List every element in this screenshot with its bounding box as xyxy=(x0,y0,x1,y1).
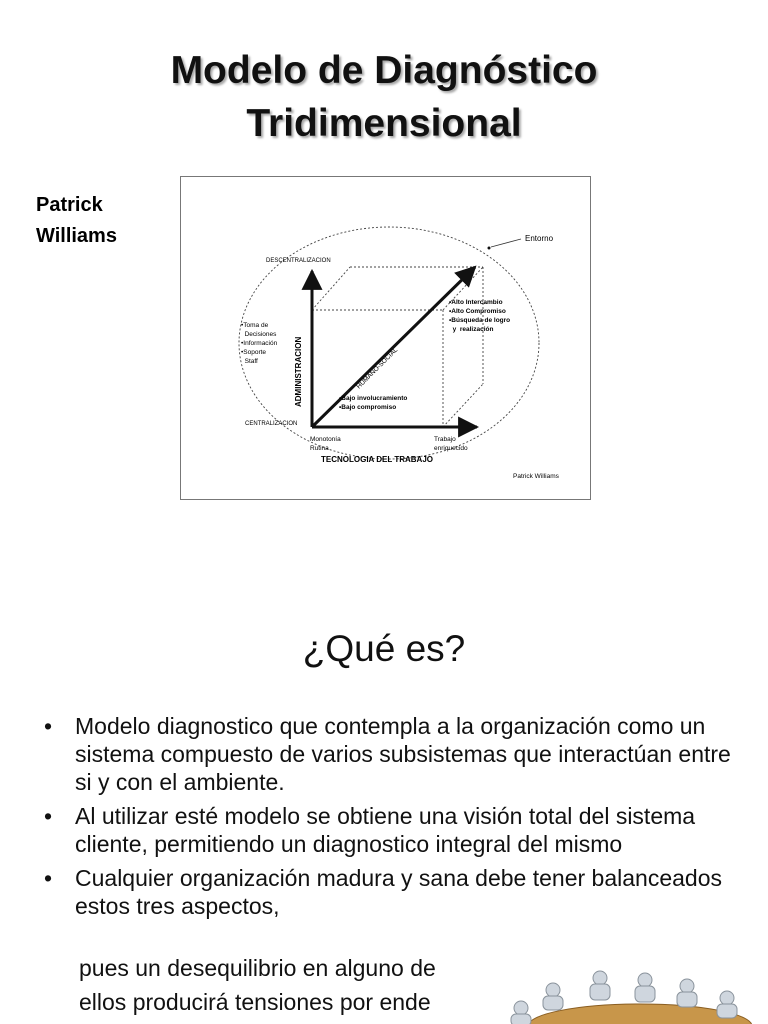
bullet-item xyxy=(44,802,744,858)
slide-title xyxy=(0,44,768,150)
person-head xyxy=(514,1001,528,1015)
person-body xyxy=(543,996,563,1010)
person-head xyxy=(546,983,560,997)
bullet-dot: • xyxy=(44,865,53,891)
rutina-label: Rutina xyxy=(310,445,329,452)
bullet-text: Modelo diagnostico que contempla a la organización como un sistema compuesto de varios subsistemas que interactúan entre si y con el ambiente. xyxy=(75,713,731,795)
entorno-pointer xyxy=(491,239,521,247)
person-body xyxy=(511,1014,531,1024)
section-heading: ¿Qué es? xyxy=(302,628,466,669)
high-note: •Alto Intercambio xyxy=(449,299,503,306)
left-note: •Toma de xyxy=(241,322,269,329)
bullet-item xyxy=(44,864,744,920)
low-note: •Bajo involucramiento xyxy=(339,395,408,402)
person-head xyxy=(593,971,607,985)
author-last-name: Williams xyxy=(36,225,117,247)
bullet-item xyxy=(44,712,744,796)
high-note: •Búsqueda de logro xyxy=(449,317,511,324)
person-body xyxy=(717,1004,737,1018)
low-notes xyxy=(339,395,407,411)
person-body xyxy=(635,986,655,1002)
high-notes xyxy=(449,299,510,333)
low-note: •Bajo compromiso xyxy=(339,404,397,411)
author-name xyxy=(36,190,117,252)
bullet-list xyxy=(44,712,744,926)
enriquecido-label: enriquecido xyxy=(434,445,468,452)
left-note: •Información xyxy=(241,340,278,347)
meeting-table-clipart xyxy=(505,968,768,1024)
high-note: •Alto Compromiso xyxy=(449,308,506,315)
person-head xyxy=(680,979,694,993)
entorno-pointer-dot xyxy=(488,247,491,250)
bullet-dot: • xyxy=(44,713,53,739)
left-note: Decisiones xyxy=(241,331,277,338)
person-body xyxy=(677,992,697,1007)
figure-credit: Patrick Williams xyxy=(513,473,559,480)
high-note: y realización xyxy=(449,326,494,333)
author-first-name: Patrick xyxy=(36,194,103,216)
slide-title-line2: Tridimensional xyxy=(246,102,522,145)
monotonia-label: Monotonía xyxy=(310,436,341,443)
person-body xyxy=(590,984,610,1000)
model-diagram-svg xyxy=(181,177,590,499)
administracion-label: ADMINISTRACION xyxy=(294,336,303,407)
left-note: •Soporte xyxy=(241,349,267,356)
left-note: Staff xyxy=(241,358,258,365)
three-dimensional-model-figure xyxy=(180,176,591,500)
person-head xyxy=(638,973,652,987)
centralizacion-label: CENTRALIZACION xyxy=(245,421,298,427)
continuation-line: pues un desequilibrio en alguno de xyxy=(79,955,436,981)
bullet-text: Cualquier organización madura y sana debe tener balanceados estos tres aspectos, xyxy=(75,865,722,919)
entorno-label: Entorno xyxy=(525,234,554,243)
continuation-line: ellos producirá tensiones por ende xyxy=(79,989,431,1015)
bullet-dot: • xyxy=(44,803,53,829)
person-head xyxy=(720,991,734,1005)
humano-social-label: HUMANO-SOCIAL xyxy=(355,346,400,391)
descentralizacion-label: DESCENTRALIZACION xyxy=(266,258,331,264)
bullet-text: Al utilizar esté modelo se obtiene una visión total del sistema cliente, permitiendo un diagnostico integral del mismo xyxy=(75,803,696,857)
tecnologia-label: TECNOLOGIA DEL TRABAJO xyxy=(321,455,434,464)
trabajo-label: Trabajo xyxy=(434,436,456,443)
left-notes xyxy=(241,322,278,365)
slide-title-line1: Modelo de Diagnóstico xyxy=(170,49,598,92)
